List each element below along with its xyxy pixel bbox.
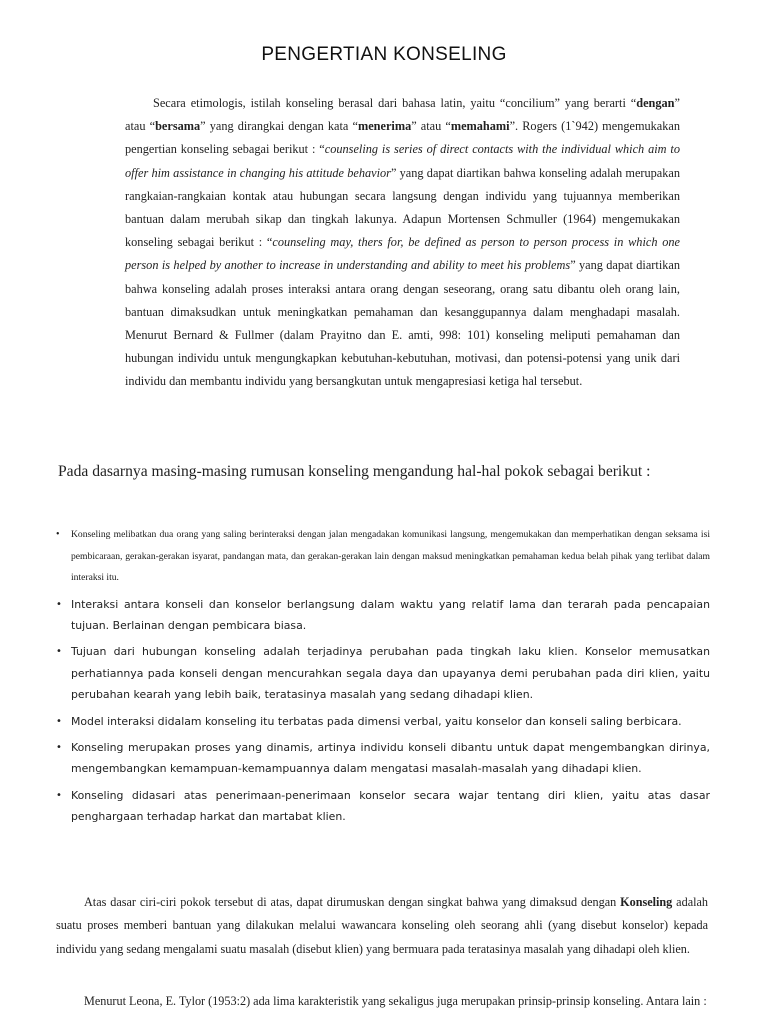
p1-bold-menerima: menerima (357, 119, 412, 134)
list-item-text: Model interaksi didalam konseling itu terbatas pada dimensi verbal, yaitu konselor dan konseli saling berbicara. (71, 714, 682, 728)
p3-bold-konseling: Konseling (620, 895, 673, 909)
tylor-paragraph (56, 990, 708, 1013)
p4-text: Menurut Leona, E. Tylor (1953:2) ada lima karakteristik yang sekaligus juga merupakan prinsip-prinsip konseling. Antara lain : (84, 994, 707, 1008)
list-item-text: Tujuan dari hubungan konseling adalah terjadinya perubahan pada tingkah laku klien. Konselor memusatkan perhatiannya pada konseli dengan mencurahkan segala daya dan upayanya demi perubahan pada diri klien, yaitu perubahan kearah yang lebih baik, teratasinya masalah yang sedang dihadapi klien. (71, 645, 710, 701)
bullet-icon: • (56, 790, 62, 802)
p3-text-2: adalah suatu proses memberi bantuan yang dilakukan melalui wawancara konseling oleh seorang ahli (yang disebut konselor) kepada individu yang sedang mengalami suatu masalah (disebut klien) yang bermuara pada teratasinya masalah yang dihadapi oleh klien. (56, 895, 708, 956)
bullet-icon: • (56, 598, 62, 610)
list-item (56, 711, 710, 732)
p1-text-7: ” yang dapat diartikan bahwa konseling adalah proses interaksi antara orang dengan seseorang, orang satu dibantu oleh orang lain, bantuan dimaksudkan untuk meningkatkan pemahaman dan kesanggupannya dalam menghadapi masalah. Menurut Bernard & Fullmer (dalam Prayitno dan E. amti, 998: 101) konseling meliputi pemahaman dan hubungan individu untuk mengungkapkan kebutuhan-kebutuhan, motivasi, dan potensi-potensi yang unik dari individu dan membantu individu yang bersangkutan untuk mengapresiasi ketiga hal tersebut. (125, 258, 680, 389)
list-item (56, 737, 710, 779)
p3-text-1: Atas dasar ciri-ciri pokok tersebut di atas, dapat dirumuskan dengan singkat bahwa yang dimaksud dengan (84, 895, 621, 909)
list-item-text: Konseling melibatkan dua orang yang saling berinteraksi dengan jalan mengadakan komunikasi langsung, mengemukakan dan memperhatikan dengan seksama isi pembicaraan, gerakan-gerakan isyarat, pandangan mata, dan gerakan-gerakan lain dengan maksud meningkatkan pemahaman kedua belah pihak yang terlibat dalam interaksi itu. (71, 529, 710, 583)
p1-text-1: Secara etimologis, istilah konseling berasal dari bahasa latin, yaitu “concilium” yang berarti “ (153, 96, 637, 110)
p1-quote-rogers: counseling is series of direct contacts with the individual which aim to offer him assistance in changing his attitude behavior (125, 142, 680, 180)
page-title: PENGERTIAN KONSELING (261, 44, 507, 65)
bullet-icon: • (56, 646, 62, 658)
list-item-text: Konseling merupakan proses yang dinamis, artinya individu konseli dibantu untuk dapat mengembangkan dirinya, mengembangkan kemampuan-kemampuannya dalam mengatasi masalah-masalah yang dihadapi klien. (71, 741, 710, 776)
p1-quote-mortensen: counseling may, thers for, be defined as person to person process in which one person is helped by another to increase in understanding and ability to meet his problems (125, 235, 680, 273)
definition-paragraph (56, 891, 708, 961)
p1-bold-memahami: memahami (450, 119, 510, 134)
bullet-icon: • (56, 742, 62, 754)
list-item-text: Konseling didasari atas penerimaan-penerimaan konselor secara wajar tentang diri klien, yaitu atas dasar penghargaan terhadap harkat dan martabat klien. (71, 789, 710, 824)
list-item-text: Interaksi antara konseli dan konselor berlangsung dalam waktu yang relatif lama dan terarah pada pencapaian tujuan. Berlainan dengan pembicara biasa. (71, 597, 710, 632)
bullet-icon: • (56, 529, 60, 540)
list-item (56, 524, 710, 589)
p1-text-3: ” yang dirangkai dengan kata “ (200, 119, 358, 134)
p1-text-5: ”. Rogers (1`942) mengemukakan pengertian konseling sebagai berikut : “ (125, 119, 681, 157)
intro-paragraph (125, 92, 680, 394)
list-item (56, 594, 710, 636)
p1-text-2: ” atau “ (125, 96, 680, 134)
bullet-icon: • (56, 715, 62, 727)
p1-text-4: ” atau “ (411, 119, 451, 134)
key-points-list (56, 524, 710, 833)
list-item (56, 785, 710, 827)
p1-text-6: ” yang dapat diartikan bahwa konseling adalah merupakan rangkaian-rangkaian kontak atau hubungan secara langsung dengan individu yang tujuannya memberikan bantuan dalam merubah sikap dan tingkah lakunya. Adapun Mortensen Schmuller (1964) mengemukakan konseling sebagai berikut : “ (125, 165, 681, 250)
p1-bold-bersama: bersama (155, 119, 201, 134)
points-heading: Pada dasarnya masing-masing rumusan konseling mengandung hal-hal pokok sebagai berikut : (58, 463, 651, 480)
p1-bold-dengan: dengan (636, 96, 675, 110)
list-item (56, 641, 710, 705)
